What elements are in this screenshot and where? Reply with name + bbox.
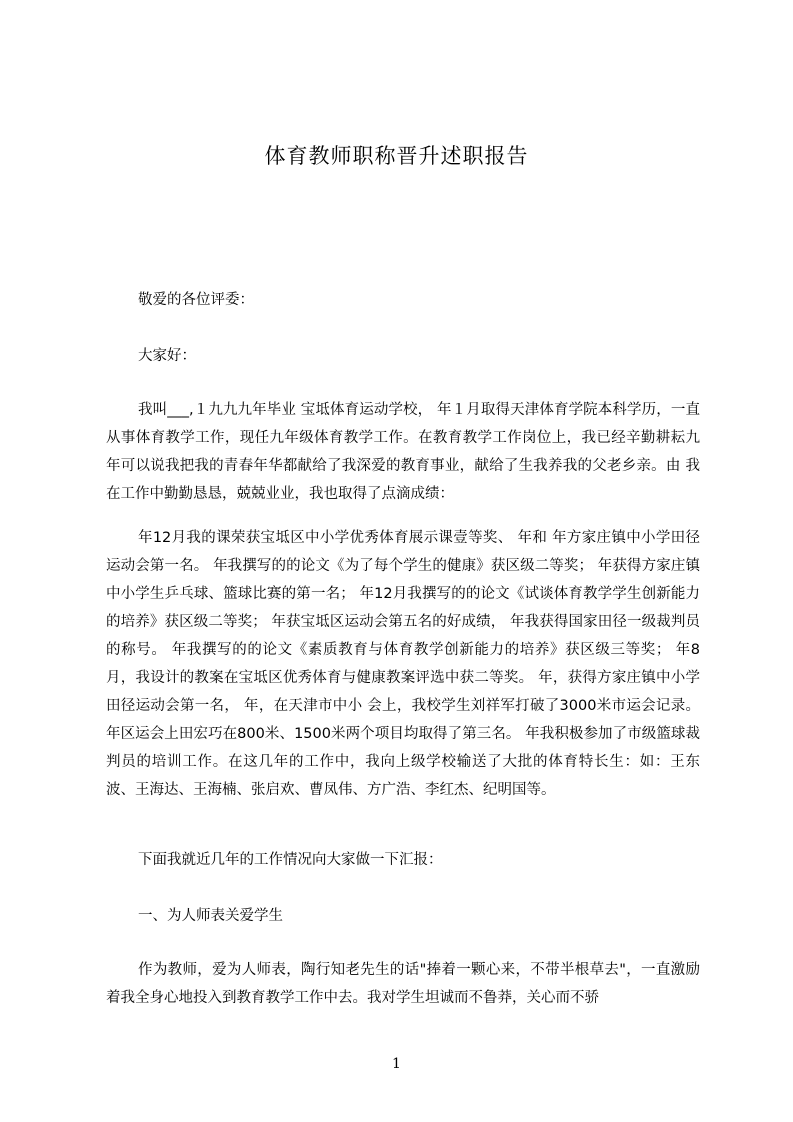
page-number: 1 — [392, 1056, 401, 1072]
salutation-paragraph: 敬爱的各位评委： — [138, 292, 254, 308]
document-title: 体育教师职称晋升述职报告 — [264, 144, 529, 168]
greeting-paragraph: 大家好： — [138, 348, 196, 364]
body-paragraph: 作为教师，爱为人师表，陶行知老先生的话"捧着一颗心来，不带半根草去"，一直激励着我全身心地投入到教育教学工作中去。我对学生坦诚而不鲁莽，关心而不骄 — [106, 962, 700, 1006]
achievements-paragraph: 年12月我的课荣获宝坻区中小学优秀体育展示课壹等奖、 年和 年方家庄镇中小学田径运动会第一名。 年我撰写的的论文《为了每个学生的健康》获区级二等奖； 年获得方家庄镇中小学生乒乓球、篮球比赛的第一名； 年12月我撰写的的论文《试谈体育教学学生创新能力的培养》获区级二等奖； 年获宝坻区运动会第五名的好成绩， 年我获得国家田径一级裁判员的称号。 年我撰写的的论文《素质教育与体育教学创新能力的培养》获区级三等奖； 年8月，我设计的教案在宝坻区优秀体育与健康教案评选中获二等奖。 年，获得方家庄镇中小学田径运动会第一名， 年，在天津市中小 会上，我校学生刘祥军打破了3000米市运会记录。 年区运会上田宏巧在800米、1500米两个项目均取得了第三名。 年我积极参加了市级篮球裁判员的培训工作。在这几年的工作中，我向上级学校输送了大批的体育特长生：如：王东波、王海达、王海楠、张启欢、曹凤伟、方广浩、李红杰、纪明国等。 — [106, 530, 700, 798]
section-heading: 一、为人师表关爱学生 — [138, 908, 283, 924]
report-intro-paragraph: 下面我就近几年的工作情况向大家做一下汇报： — [138, 852, 443, 868]
intro-paragraph: 我叫___,１九九九年毕业 宝坻体育运动学校， 年１月取得天津体育学院本科学历，一直从事体育教学工作，现任九年级体育教学工作。在教育教学工作岗位上，我已经辛勤耕耘九年可以说我把我的青春年华都献给了我深爱的教育事业，献给了生我养我的父老乡亲。由 我在工作中勤勤恳恳，兢兢业业，我也取得了点滴成绩： — [106, 402, 700, 502]
